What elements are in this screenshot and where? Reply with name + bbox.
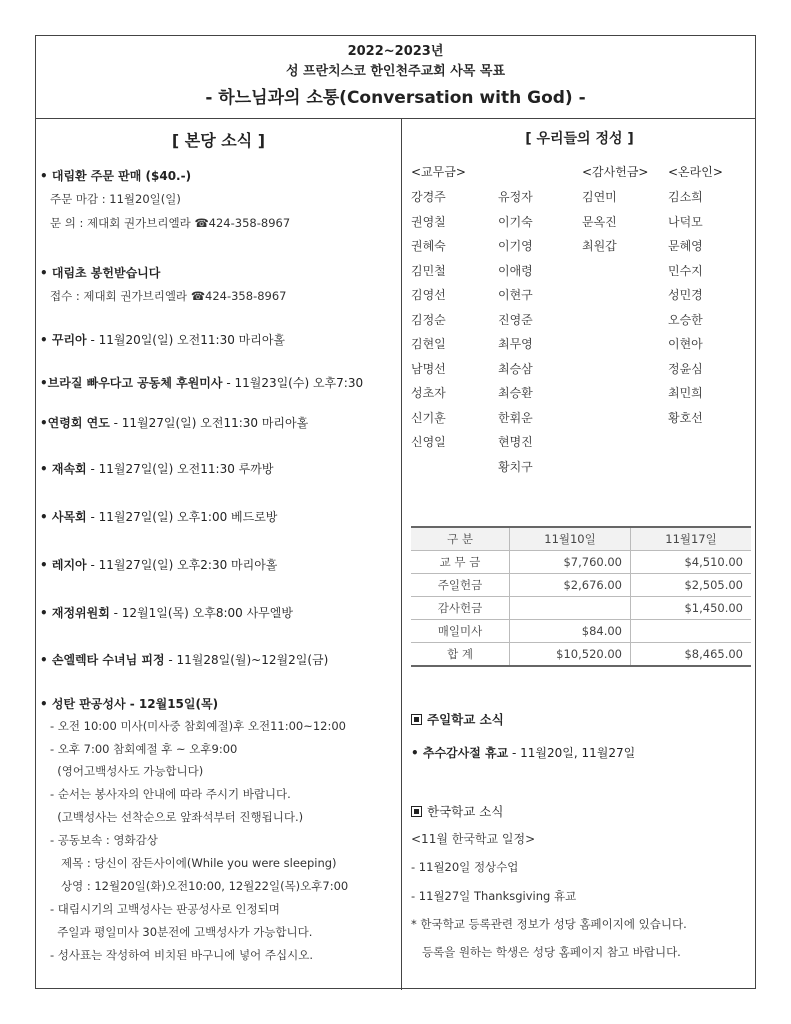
news-line: - 순서는 봉사자의 안내에 따라 주시기 바랍니다. <box>50 787 291 801</box>
donor-name: 민수지 <box>668 263 703 278</box>
table-row <box>411 574 751 597</box>
news-line: - 오전 10:00 미사(미사중 참회예절)후 오전11:00~12:00 <box>50 719 346 733</box>
donor-name: 성민경 <box>668 288 703 302</box>
table-row-total <box>411 643 751 667</box>
news-item-pastoral-council: • 사목회 - 11월27일(일) 오후1:00 베드로방 <box>40 510 278 524</box>
donor-name: 최승삼 <box>498 361 533 376</box>
table-cell: $2,505.00 <box>631 574 752 597</box>
news-item-brazil-mass: •브라질 빠우다고 공동체 후원미사 - 11월23일(수) 오후7:30 <box>40 376 364 390</box>
table-cell: $4,510.00 <box>631 551 752 574</box>
table-header-row <box>411 527 751 551</box>
news-item-advent-candle: • 대림초 봉헌받습니다 <box>40 266 161 280</box>
donor-name: 유정자 <box>498 190 533 204</box>
table-cell: $84.00 <box>510 620 631 643</box>
donor-name: 황호선 <box>668 410 703 425</box>
news-item-curia: • 꾸리아 - 11월20일(일) 오전11:30 마리아홀 <box>40 333 286 347</box>
table-cell: 주일헌금 <box>411 574 510 597</box>
donor-name: 이현구 <box>498 288 533 302</box>
donor-name: 문혜영 <box>668 239 703 253</box>
table-cell: 감사헌금 <box>411 597 510 620</box>
donor-name: 이현아 <box>668 337 703 351</box>
table-row <box>411 551 751 574</box>
table-cell: $8,465.00 <box>631 643 752 667</box>
donor-name: 권혜숙 <box>411 239 446 253</box>
sunday-school-item: • 추수감사절 휴교 - 11월20일, 11월27일 <box>411 746 636 760</box>
year-range: 2022~2023년 <box>347 44 444 59</box>
parish-news-title: [ 본당 소식 ] <box>171 131 266 150</box>
donor-name: 최승환 <box>498 386 533 400</box>
news-line: - 공동보속 : 영화감상 <box>50 833 158 847</box>
donor-name: 최원갑 <box>582 239 617 253</box>
donor-name: 김소희 <box>668 190 703 204</box>
korean-school-line: - 11월20일 정상수업 <box>411 860 519 874</box>
donor-name: 나덕모 <box>668 214 703 229</box>
donor-name: 진영준 <box>498 312 533 327</box>
offering-table <box>411 526 751 667</box>
news-line: - 대림시기의 고백성사는 판공성사로 인정되며 <box>50 902 280 916</box>
korean-school-heading: 한국학교 소식 <box>411 802 503 820</box>
donor-name: 성초자 <box>411 386 446 400</box>
donor-name: 김민철 <box>411 263 446 278</box>
sunday-school-heading: 주일학교 소식 <box>411 710 504 728</box>
donor-name: 남명선 <box>411 361 446 376</box>
news-line: 문 의 : 제대회 권가브리엘라 ☎424-358-8967 <box>50 216 291 230</box>
table-cell: 매일미사 <box>411 620 510 643</box>
table-cell: $2,676.00 <box>510 574 631 597</box>
table-cell: 교 무 금 <box>411 551 510 574</box>
donor-name: 김정순 <box>411 312 446 327</box>
table-cell: $1,450.00 <box>631 597 752 620</box>
news-item-christmas-confession: • 성탄 판공성사 - 12월15일(목) <box>40 697 219 711</box>
donor-name: 김영선 <box>411 288 446 302</box>
bulletin-header <box>36 36 755 119</box>
news-line: 주일과 평일미사 30분전에 고백성사가 가능합니다. <box>50 925 313 939</box>
news-line: 상영 : 12월20일(화)오전10:00, 12월22일(목)오후7:00 <box>50 879 349 893</box>
table-header-cell: 구 분 <box>411 527 510 551</box>
news-line: - 성사표는 작성하여 비치된 바구니에 넣어 주십시오. <box>50 948 314 962</box>
donor-name: 문옥진 <box>582 214 617 229</box>
news-item-funeral-prayer: •연령회 연도 - 11월27일(일) 오전11:30 마리아홀 <box>40 416 309 430</box>
news-line: (영어고백성사도 가능합니다) <box>50 764 204 778</box>
offerings-column <box>402 118 757 990</box>
donor-name: 오승한 <box>668 312 703 327</box>
donor-name: 현명진 <box>498 435 533 449</box>
news-item-sister-retreat: • 손엘렉타 수녀님 피정 - 11월28일(월)~12월2일(금) <box>40 653 329 667</box>
donor-name: 신영일 <box>411 435 446 449</box>
korean-school-subtitle: <11월 한국학교 일정> <box>411 832 536 846</box>
korean-school-line: 등록을 원하는 학생은 성당 홈페이지 참고 바랍니다. <box>411 945 681 959</box>
news-item-secular-order: • 재속회 - 11월27일(일) 오전11:30 루까방 <box>40 462 274 476</box>
donor-name: 강경주 <box>411 190 446 204</box>
table-cell <box>631 620 752 643</box>
news-line: 접수 : 제대회 권가브리엘라 ☎424-358-8967 <box>50 289 287 303</box>
bulletin-frame <box>35 35 756 989</box>
group-label-thanksgiving: <감사헌금> <box>582 165 649 179</box>
donor-name: 한휘운 <box>498 410 533 425</box>
korean-school-line: - 11월27일 Thanksgiving 휴교 <box>411 889 577 903</box>
news-line: 주문 마감 : 11월20일(일) <box>50 192 181 206</box>
table-cell: 합 계 <box>411 643 510 667</box>
donor-name: 최무영 <box>498 337 533 351</box>
square-bullet-icon <box>411 806 422 817</box>
donor-name: 김현일 <box>411 337 446 351</box>
donor-name: 이기숙 <box>498 214 533 229</box>
table-cell: $10,520.00 <box>510 643 631 667</box>
table-header-cell: 11월17일 <box>631 527 752 551</box>
table-header-cell: 11월10일 <box>510 527 631 551</box>
parish-news-column <box>36 118 401 990</box>
donor-name: 황치구 <box>498 459 533 474</box>
donor-name: 신기훈 <box>411 410 446 425</box>
donor-name: 정윤심 <box>668 361 703 376</box>
group-label-online: <온라인> <box>668 165 723 179</box>
news-line: (고백성사는 선착순으로 앞좌석부터 진행됩니다.) <box>50 810 304 824</box>
donor-name: 김연미 <box>582 190 617 204</box>
news-item-advent-wreath: • 대림환 주문 판매 ($40.-) <box>40 169 192 183</box>
table-row <box>411 597 751 620</box>
donor-name: 권영칠 <box>411 214 446 229</box>
square-bullet-icon <box>411 714 422 725</box>
table-cell <box>510 597 631 620</box>
donor-name: 이기영 <box>498 239 533 253</box>
news-line: 제목 : 당신이 잠든사이에(While you were sleeping) <box>50 856 337 870</box>
church-goal: 성 프란치스코 한인천주교회 사목 목표 <box>285 64 506 79</box>
offerings-title: [ 우리들의 정성 ] <box>525 131 634 147</box>
news-item-finance-committee: • 재정위원회 - 12월1일(목) 오후8:00 사무엘방 <box>40 606 293 620</box>
news-line: - 오후 7:00 참회예절 후 ~ 오후9:00 <box>50 742 238 756</box>
motto: - 하느님과의 소통(Conversation with God) - <box>205 88 586 108</box>
donor-name: 이애령 <box>498 263 533 278</box>
korean-school-line: * 한국학교 등록관련 정보가 성당 홈페이지에 있습니다. <box>411 917 687 931</box>
table-row <box>411 620 751 643</box>
group-label-tithe: <교무금> <box>411 165 466 179</box>
table-cell: $7,760.00 <box>510 551 631 574</box>
donor-name: 최민희 <box>668 386 703 400</box>
news-item-legio: • 레지아 - 11월27일(일) 오후2:30 마리아홀 <box>40 558 278 572</box>
